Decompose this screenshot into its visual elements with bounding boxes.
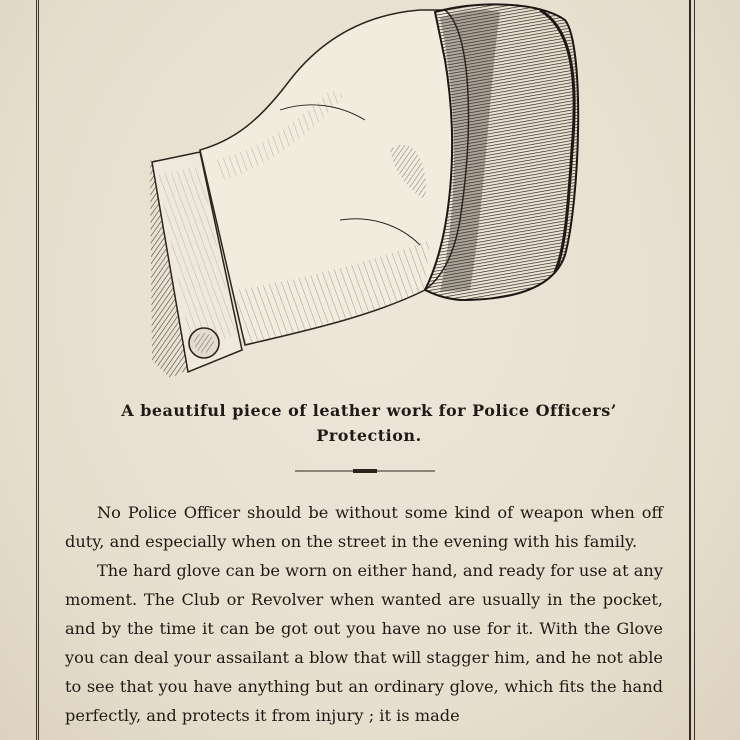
caption-line-2: Protection. <box>316 426 422 445</box>
ornamental-divider <box>295 468 435 474</box>
illustration-caption <box>60 398 678 448</box>
caption-line-1: A beautiful piece of leather work for Police Officers’ <box>121 401 617 420</box>
right-border-rule <box>689 0 695 740</box>
paragraph-2: The hard glove can be worn on either hand, and ready for use at any moment. The Club or Revolver when wanted are usually in the pocket, and by the time it can be got out you have no use for it. With the Glove you can deal your assailant a blow that will stagger him, and he not able to see that you have anything but an ordinary glove, which fits the hand perfectly, and protects it from injury ; it is made <box>65 561 663 725</box>
left-border-rule <box>36 0 39 740</box>
paragraph-1: No Police Officer should be without some kind of weapon when off duty, and especially when on the street in the evening with his family. <box>65 503 663 551</box>
body-text <box>65 498 663 730</box>
gloved-fist-engraving-icon <box>140 0 590 385</box>
